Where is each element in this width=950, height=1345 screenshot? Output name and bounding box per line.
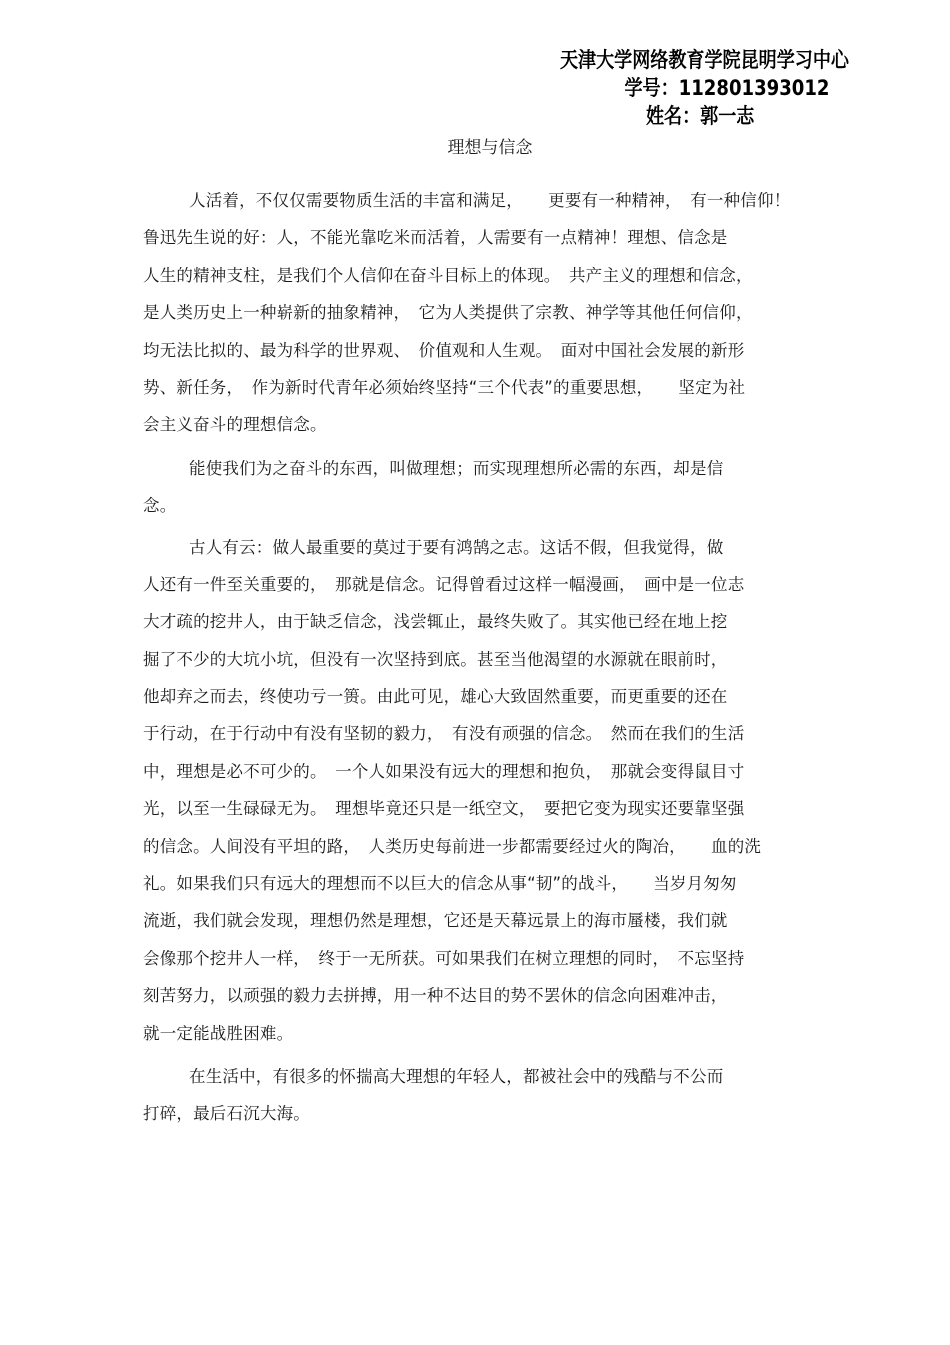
text-line: 他却弃之而去，终使功亏一篑。由此可见，雄心大致固然重要，而更重要的还在 [143, 687, 728, 707]
document-body [143, 182, 823, 1133]
text-line: 就一定能战胜困难。 [143, 1023, 294, 1043]
text-line: 流逝，我们就会发现，理想仍然是理想，它还是天幕远景上的海市蜃楼，我们就 [143, 911, 728, 931]
text-line: 在生活中，有很多的怀揣高大理想的年轻人，都被社会中的残酷与不公而 [189, 1066, 724, 1086]
text-line: 刻苦努力，以顽强的毅力去拼搏，用一种不达目的势不罢休的信念向困难冲击， [143, 986, 728, 1006]
text-line: 礼。如果我们只有远大的理想而不以巨大的信念从事“韧”的战斗， 当岁月匆匆 [143, 874, 737, 894]
student-id: 学号：112801393012 [624, 76, 830, 100]
text-line: 人活着，不仅仅需要物质生活的丰富和满足， 更要有一种精神， 有一种信仰！ [189, 191, 791, 210]
paragraph [143, 182, 823, 444]
text-line: 能使我们为之奋斗的东西，叫做理想；而实现理想所必需的东西，却是信 [189, 458, 724, 478]
text-line: 会像那个挖井人一样， 终于一无所获。可如果我们在树立理想的同时， 不忘坚持 [143, 948, 745, 968]
text-line: 打碎，最后石沉大海。 [143, 1104, 310, 1124]
paragraph [143, 529, 823, 1052]
text-line: 光，以至一生碌碌无为。 理想毕竟还只是一纸空文， 要把它变为现实还要靠坚强 [143, 799, 745, 819]
institution-name: 天津大学网络教育学院昆明学习中心 [560, 48, 849, 72]
text-line: 会主义奋斗的理想信念。 [143, 415, 327, 435]
text-line: 是人类历史上一种崭新的抽象精神， 它为人类提供了宗教、神学等其他任何信仰， [143, 303, 753, 323]
text-line: 鲁迅先生说的好：人，不能光靠吃米而活着，人需要有一点精神！理想、信念是 [143, 228, 728, 248]
text-line: 的信念。人间没有平坦的路， 人类历史每前进一步都需要经过火的陶冶， 血的洗 [143, 836, 762, 856]
text-line: 中，理想是必不可少的。 一个人如果没有远大的理想和抱负， 那就会变得鼠目寸 [143, 761, 745, 781]
paragraph [143, 450, 823, 525]
document-header [560, 46, 849, 130]
text-line: 于行动，在于行动中有没有坚韧的毅力， 有没有顽强的信念。 然而在我们的生活 [143, 724, 745, 744]
text-line: 人生的精神支柱，是我们个人信仰在奋斗目标上的体现。 共产主义的理想和信念， [143, 265, 753, 285]
text-line: 念。 [143, 496, 177, 516]
text-line: 掘了不少的大坑小坑，但没有一次坚持到底。甚至当他渴望的水源就在眼前时， [143, 649, 728, 669]
paragraph [143, 1058, 823, 1133]
text-line: 古人有云：做人最重要的莫过于要有鸿鹄之志。这话不假，但我觉得，做 [189, 537, 724, 557]
text-line: 人还有一件至关重要的， 那就是信念。记得曾看过这样一幅漫画， 画中是一位志 [143, 574, 745, 594]
text-line: 大才疏的挖井人，由于缺乏信念，浅尝辄止，最终失败了。其实他已经在地上挖 [143, 612, 728, 632]
student-name: 姓名：郭一志 [646, 104, 755, 128]
text-line: 均无法比拟的、最为科学的世界观、 价值观和人生观。 面对中国社会发展的新形 [143, 340, 745, 360]
document-title: 理想与信念 [447, 138, 533, 158]
text-line: 势、新任务， 作为新时代青年必须始终坚持“三个代表”的重要思想， 坚定为社 [143, 377, 746, 397]
